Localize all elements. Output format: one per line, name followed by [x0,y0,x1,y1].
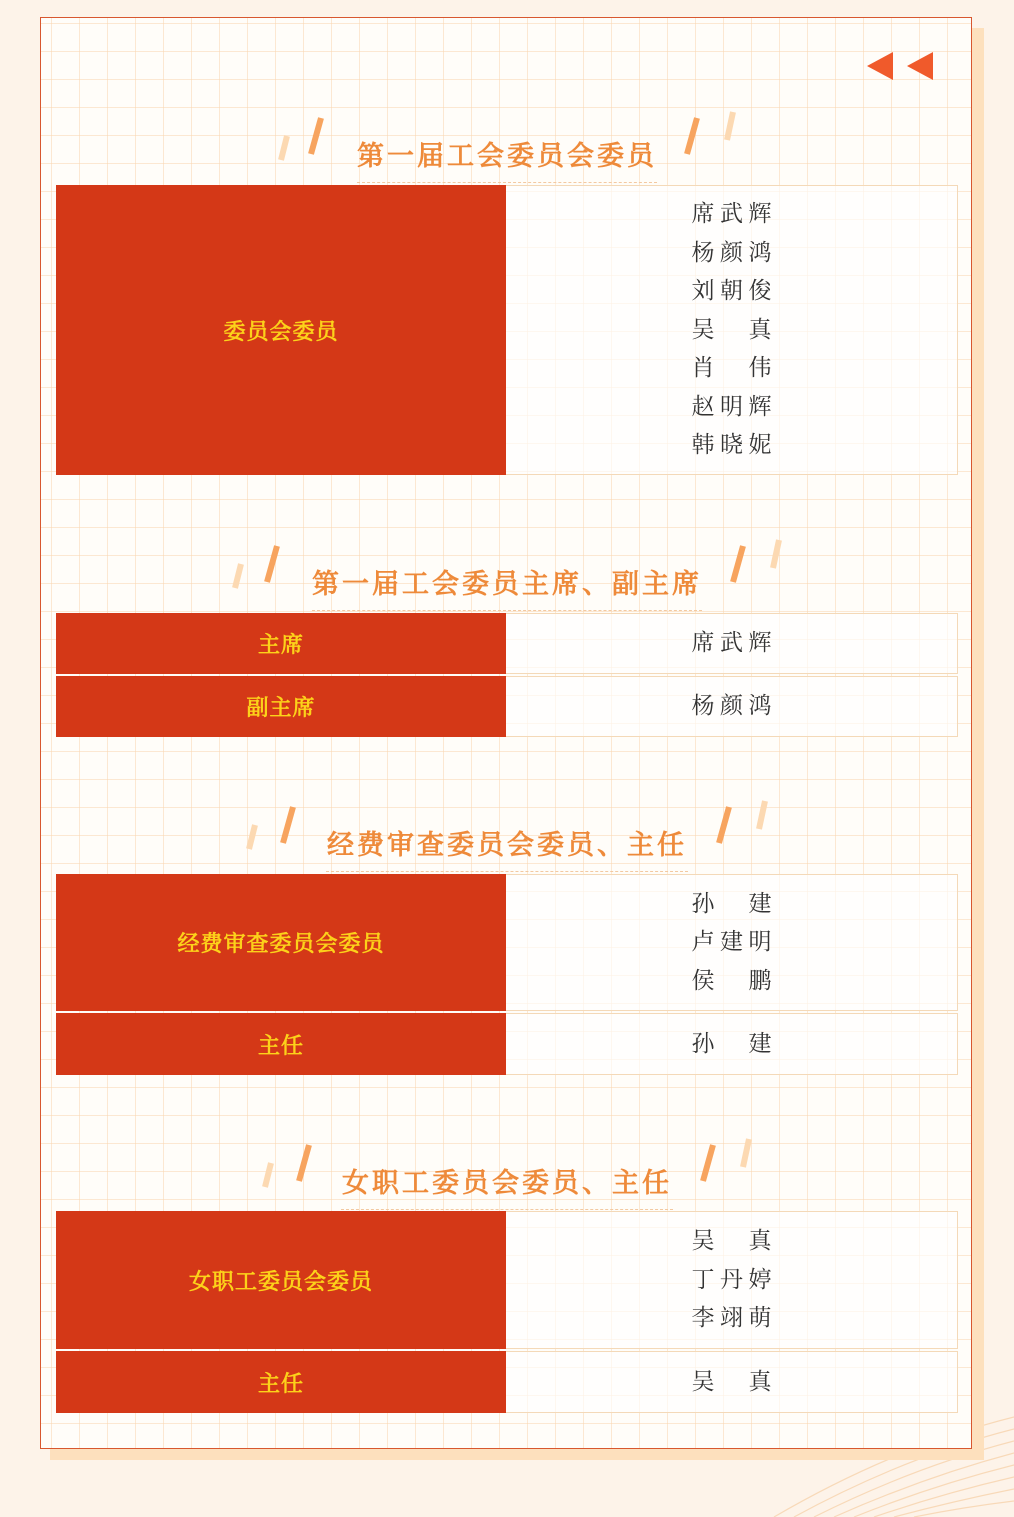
member-name: 卢建明 [691,929,772,956]
table-row [56,1211,958,1349]
member-name: 肖伟 [691,355,772,382]
section-heading [41,1133,973,1213]
names-cell [506,1351,958,1413]
table-row [56,613,958,674]
names-cell [506,1013,958,1075]
member-name: 席武辉 [691,630,772,657]
section-heading [41,534,973,614]
role-cell: 委员会委员 [56,185,506,475]
member-name: 李翊萌 [691,1305,772,1332]
content-card [40,17,972,1449]
names-cell [506,676,958,737]
double-left-arrow-icon[interactable] [867,50,939,82]
title-underline [312,610,702,611]
section-title: 女职工委员会委员、主任 [342,1168,672,1199]
member-name: 赵明辉 [691,393,772,420]
member-name: 孙建 [691,890,772,917]
table-row [56,1351,958,1413]
table-row [56,676,958,737]
title-underline [357,182,657,183]
names-cell [506,613,958,674]
member-name: 丁丹婷 [691,1266,772,1293]
table-row [56,874,958,1011]
member-name: 韩晓妮 [691,432,772,459]
table-row [56,185,958,475]
names-cell [506,874,958,1011]
member-name: 孙建 [691,1030,772,1057]
role-cell: 女职工委员会委员 [56,1211,506,1349]
member-name: 席武辉 [691,201,772,228]
section-title: 第一届工会委员主席、副主席 [312,569,702,600]
title-underline [341,1209,673,1210]
member-name: 吴真 [691,1368,772,1395]
role-cell: 经费审查委员会委员 [56,874,506,1011]
section-title: 经费审查委员会委员、主任 [327,830,687,861]
names-cell [506,185,958,475]
section-heading [41,795,973,875]
member-name: 杨颜鸿 [691,239,772,266]
member-name: 侯鹏 [691,967,772,994]
table-row [56,1013,958,1075]
member-name: 杨颜鸿 [691,693,772,720]
role-cell: 主席 [56,613,506,674]
member-name: 吴真 [691,316,772,343]
title-underline [326,871,688,872]
member-name: 刘朝俊 [691,278,772,305]
section-heading [41,106,973,186]
section-title: 第一届工会委员会委员 [357,141,657,172]
role-cell: 主任 [56,1013,506,1075]
names-cell [506,1211,958,1349]
member-name: 吴真 [691,1228,772,1255]
role-cell: 副主席 [56,676,506,737]
role-cell: 主任 [56,1351,506,1413]
